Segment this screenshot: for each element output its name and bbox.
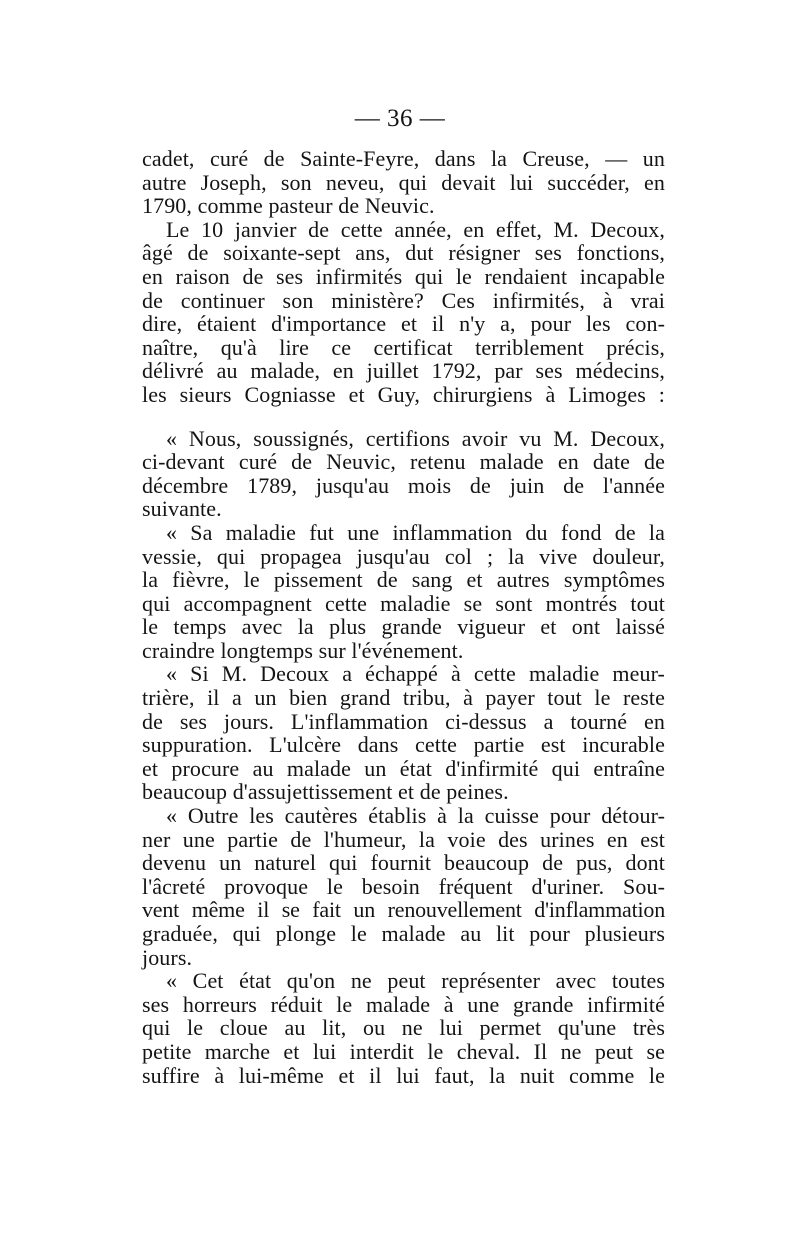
- text-line: ci-devant curé de Neuvic, retenu malade en date de: [142, 449, 665, 475]
- text-line: suivante.: [142, 496, 222, 522]
- text-line: beaucoup d'assujettissement et de peines.: [142, 779, 509, 805]
- text-line: de continuer son ministère? Ces infirmités, à vrai: [142, 287, 665, 313]
- text-line: graduée, qui plonge le malade au lit pour plusieurs: [142, 921, 665, 946]
- paragraph-gap: [142, 407, 665, 427]
- text-line: craindre longtemps sur l'événement.: [142, 637, 464, 663]
- text-line: qui accompagnent cette maladie se sont montrés tout: [142, 590, 665, 616]
- body-text: [142, 147, 665, 1087]
- text-line: vent même il se fait un renouvellement d'inflammation: [142, 897, 665, 923]
- text-line: « Nous, soussignés, certifions avoir vu M. Decoux,: [166, 425, 665, 451]
- text-line: autre Joseph, son neveu, qui devait lui succéder, en: [142, 169, 665, 195]
- text-line: décembre 1789, jusqu'au mois de juin de l'année: [142, 472, 665, 498]
- text-line: suppuration. L'ulcère dans cette partie est incurable: [142, 732, 665, 758]
- text-line: cadet, curé de Sainte-Feyre, dans la Creuse, — un: [142, 146, 665, 171]
- text-line: dire, étaient d'importance et il n'y a, pour les con-: [142, 311, 665, 337]
- text-line: jours.: [142, 944, 193, 970]
- text-line: et procure au malade un état d'infirmité qui entraîne: [142, 755, 665, 781]
- text-line: l'âcreté provoque le besoin fréquent d'uriner. Sou-: [142, 873, 665, 899]
- text-line: trière, il a un bien grand tribu, à payer tout le reste: [142, 685, 665, 711]
- text-line: en raison de ses infirmités qui le rendaient incapable: [142, 263, 665, 289]
- text-line: la fièvre, le pissement de sang et autres symptômes: [142, 567, 665, 593]
- text-line: de ses jours. L'inflammation ci-dessus a tourné en: [142, 708, 665, 734]
- text-line: devenu un naturel qui fournit beaucoup de pus, dont: [142, 850, 665, 876]
- text-line: naître, qu'à lire ce certificat terriblement précis,: [142, 334, 665, 360]
- text-line: suffire à lui-même et il lui faut, la nuit comme le: [142, 1062, 665, 1088]
- text-line: le temps avec la plus grande vigueur et ont laissé: [142, 614, 665, 640]
- page-number: — 36 —: [354, 105, 446, 132]
- text-line: vessie, qui propagea jusqu'au col ; la vive douleur,: [142, 543, 665, 569]
- text-line: « Sa maladie fut une inflammation du fond de la: [166, 519, 665, 545]
- text-line: les sieurs Cogniasse et Guy, chirurgiens à Limoges :: [142, 381, 665, 407]
- text-line: âgé de soixante-sept ans, dut résigner ses fonctions,: [142, 240, 665, 266]
- text-line: délivré au malade, en juillet 1792, par ses médecins,: [142, 358, 665, 384]
- text-line: 1790, comme pasteur de Neuvic.: [142, 193, 435, 219]
- text-line: « Si M. Decoux a échappé à cette maladie meur-: [166, 661, 665, 687]
- text-line: Le 10 janvier de cette année, en effet, M. Decoux,: [166, 216, 665, 242]
- text-line: petite marche et lui interdit le cheval. Il ne peut se: [142, 1038, 665, 1064]
- text-line: « Outre les cautères établis à la cuisse pour détour-: [166, 803, 665, 829]
- text-line: ses horreurs réduit le malade à une grande infirmité: [142, 991, 665, 1017]
- text-line: ner une partie de l'humeur, la voie des urines en est: [142, 826, 665, 852]
- text-line: qui le cloue au lit, ou ne lui permet qu'une très: [142, 1015, 665, 1041]
- text-line: « Cet état qu'on ne peut représenter avec toutes: [166, 968, 665, 994]
